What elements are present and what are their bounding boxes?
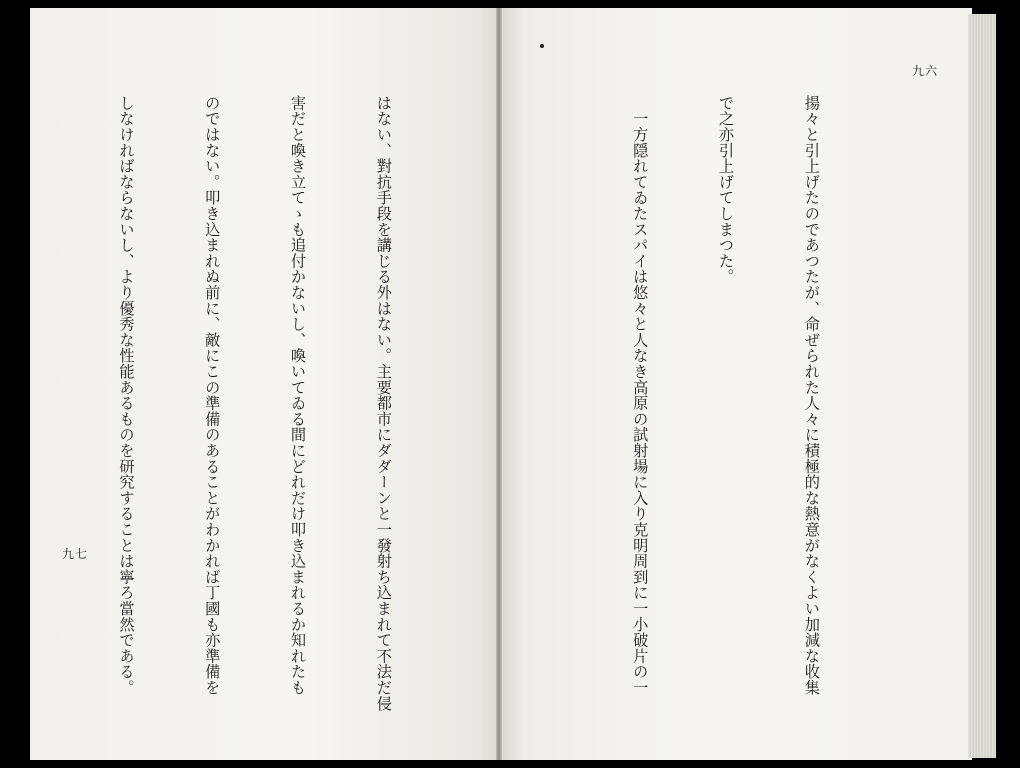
- book-gutter: [496, 8, 502, 760]
- page-number-left: 九七: [62, 547, 89, 561]
- text-line: のではない。叩き込まれぬ前に、敵にこの準備のあることがわかれば丁國も亦準備を: [203, 95, 222, 696]
- text-line: しなければならないし、より優秀な性能あるものを研究することは寧ろ當然である。: [117, 95, 136, 696]
- text-line: はない、對抗手段を講じる外はない。主要都市にダダーンと一發射ち込まれて不法だ侵: [374, 95, 393, 712]
- text-line: で之亦引上げてしまつた。: [717, 95, 736, 285]
- scan-speck: [540, 44, 544, 48]
- left-page-text: [80, 95, 455, 715]
- right-page-text: [565, 95, 883, 715]
- text-line: 一方隠れてゐたスパイは悠々と人なき高原の試射場に入り克明周到に一小破片の一: [631, 95, 650, 696]
- page-edges: [968, 14, 996, 758]
- text-line: [565, 95, 568, 715]
- text-line: 害だと喚き立てゝも追付かないし、喚いてゐる間にどれだけ叩き込まれるか知れたも: [289, 95, 308, 696]
- page-number-right: 九六: [912, 64, 939, 78]
- text-line: 揚々と引上げたのであつたが、命ぜられた人々に積極的な熱意がなくよい加減な收集: [802, 95, 821, 696]
